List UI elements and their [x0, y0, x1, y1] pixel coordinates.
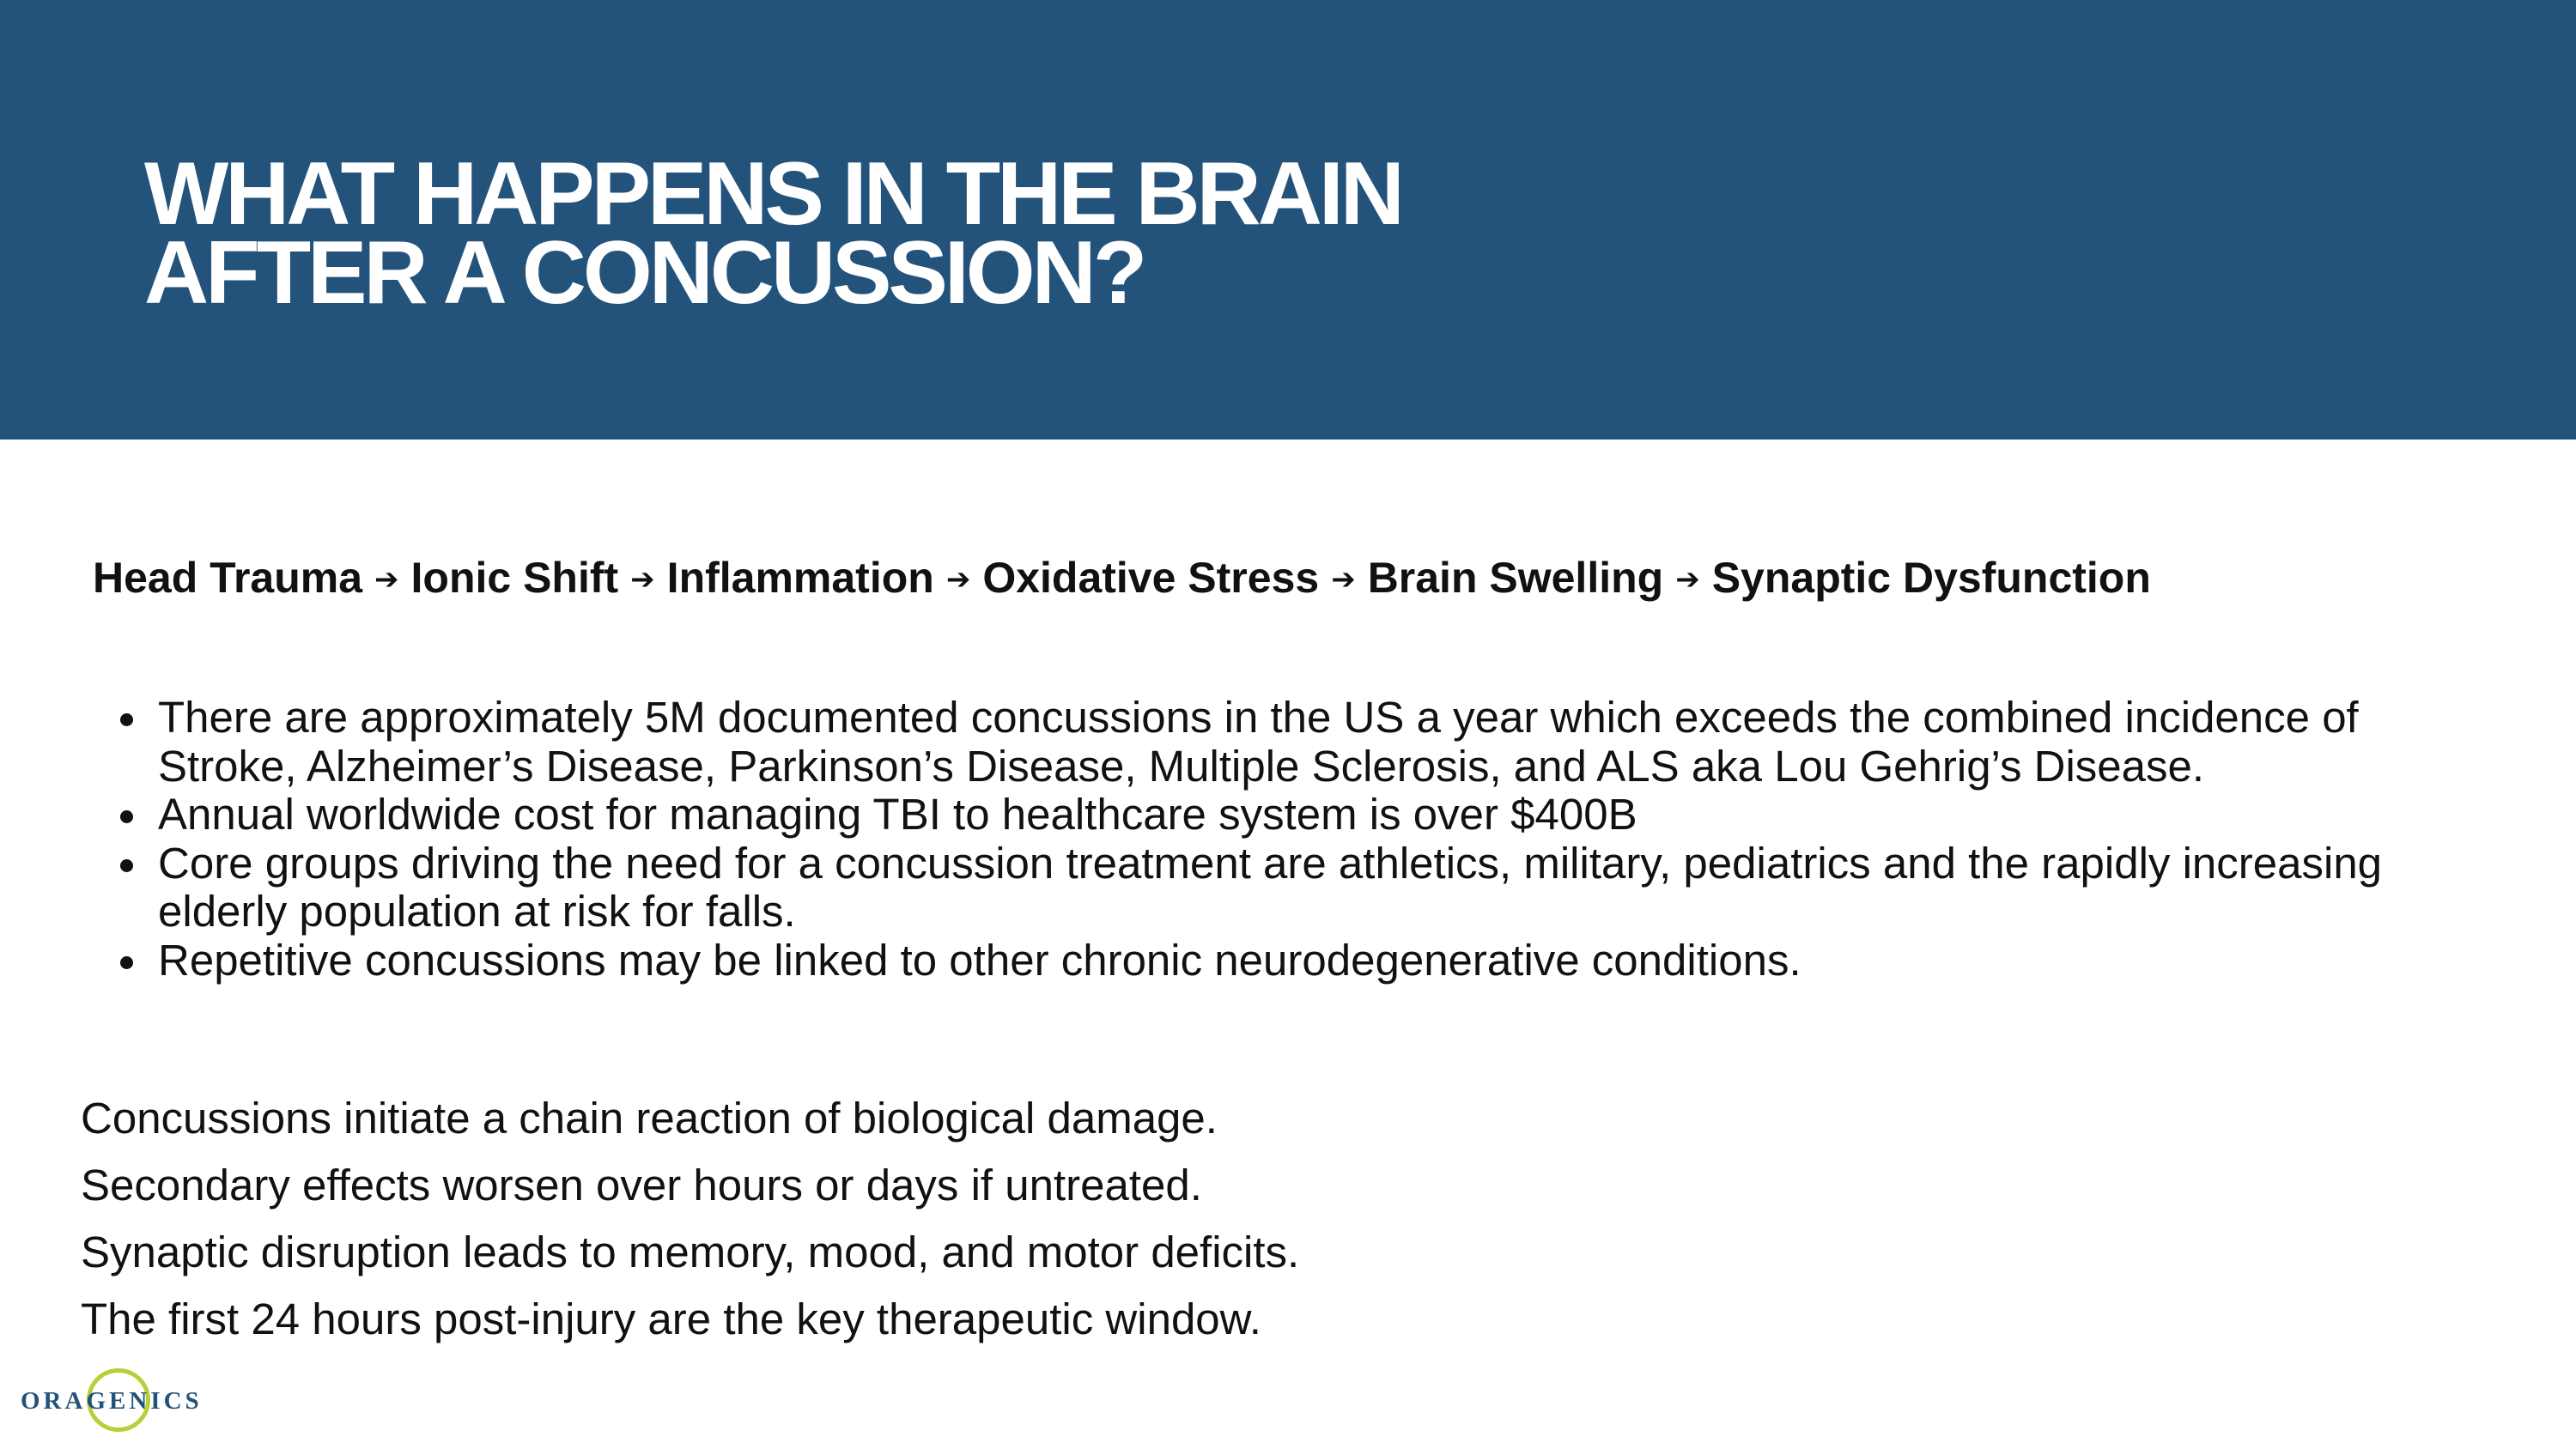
bullet-dot-icon: [120, 859, 133, 872]
bullet-item: [120, 937, 2490, 985]
bullet-list: [120, 694, 2490, 985]
statement: Secondary effects worsen over hours or days if untreated.: [81, 1161, 1202, 1210]
bullet-item: [120, 840, 2490, 937]
slide-title-line-1: WHAT HAPPENS IN THE BRAIN: [144, 144, 1401, 244]
statement: Synaptic disruption leads to memory, mood, and motor deficits.: [81, 1228, 1300, 1276]
bullet-text: Annual worldwide cost for managing TBI to healthcare system is over $400B: [158, 790, 1637, 839]
pathway-step: Oxidative Stress: [982, 554, 1320, 602]
slide-title: [144, 144, 2033, 323]
oragenics-logo: [21, 1367, 201, 1435]
pathway-step: Synaptic Dysfunction: [1711, 554, 2151, 602]
pathway-step: Head Trauma: [93, 554, 363, 602]
arrow-right-icon: ➔: [945, 563, 971, 596]
bullet-item: [120, 791, 2490, 840]
bullet-dot-icon: [120, 810, 133, 823]
key-statements: [81, 1085, 2399, 1353]
logo-text: ORAGENICS: [21, 1387, 203, 1415]
bullet-item: [120, 694, 2490, 791]
statement: The first 24 hours post-injury are the key therapeutic window.: [81, 1294, 1261, 1343]
bullet-dot-icon: [120, 713, 133, 726]
arrow-right-icon: ➔: [630, 563, 655, 596]
bullet-text: Core groups driving the need for a concussion treatment are athletics, military, pediatrics and the rapidly increasing elderly population at risk for falls.: [158, 838, 2383, 936]
pathway-sequence: [93, 548, 2497, 613]
slide-title-line-2: AFTER A CONCUSSION?: [144, 223, 1145, 323]
bullet-dot-icon: [120, 956, 133, 969]
pathway-step: Inflammation: [666, 554, 934, 602]
arrow-right-icon: ➔: [1675, 563, 1700, 596]
pathway-step: Brain Swelling: [1367, 554, 1664, 602]
arrow-right-icon: ➔: [1331, 563, 1356, 596]
pathway-step: Ionic Shift: [410, 554, 619, 602]
statement: Concussions initiate a chain reaction of biological damage.: [81, 1094, 1218, 1143]
bullet-text: There are approximately 5M documented concussions in the US a year which exceeds the combined incidence of Stroke, Alzheimer’s Disease, Parkinson’s Disease, Multiple Sclerosis, and ALS aka Lou Gehrig’s Disease.: [158, 693, 2359, 791]
arrow-right-icon: ➔: [374, 563, 399, 596]
bullet-text: Repetitive concussions may be linked to other chronic neurodegenerative conditions.: [158, 935, 1801, 985]
